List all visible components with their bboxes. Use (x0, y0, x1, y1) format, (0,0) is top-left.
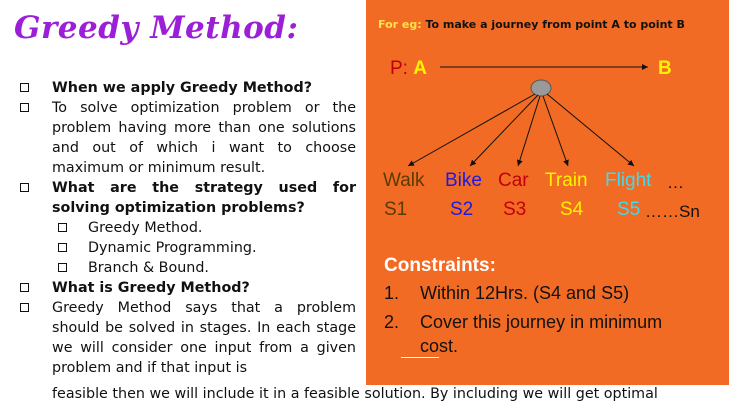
bullet-text: Dynamic Programming. (88, 240, 257, 256)
train-arrow (543, 96, 568, 166)
car-arrow (518, 96, 540, 166)
constraint-item (384, 283, 629, 304)
solution-s4: S4 (560, 199, 584, 220)
constraint-continuation: cost. (420, 336, 459, 356)
example-text: To make a journey from point A to point B (421, 18, 685, 31)
mode-bike: Bike (445, 170, 482, 191)
solutions-tail: ……Sn (645, 202, 700, 221)
solution-s3: S3 (503, 199, 527, 220)
constraint-number: 1. (384, 283, 400, 303)
solution-s2: S2 (450, 199, 474, 220)
mode-flight: Flight (605, 170, 652, 191)
walk-arrow (408, 94, 535, 166)
bullet-text: To solve optimization problem or the problem having more than one solutions and out of which i want to choose maximum or minimum result. (52, 100, 356, 176)
constraint-number: 2. (384, 312, 400, 332)
bike-arrow (470, 95, 538, 166)
point-b: B (658, 58, 672, 79)
bullet-text: Greedy Method. (88, 220, 203, 236)
mode-walk: Walk (383, 170, 425, 191)
constraint-text: Cover this journey in minimum (420, 312, 663, 332)
constraints-title: Constraints: (384, 255, 496, 276)
flight-arrow (547, 94, 634, 166)
solution-s5: S5 (617, 199, 641, 220)
bullet-text: Greedy Method says that a problem should be solved in stages. In each stage we will consider one input from a given problem and if that input is (52, 300, 356, 376)
bottom-line: feasible then we will include it in a feasible solution. By including we will get optimal (52, 386, 658, 402)
hub-node (531, 80, 551, 96)
mode-train: Train (545, 170, 588, 191)
constraint-item (384, 312, 662, 333)
underline-mark (401, 357, 439, 358)
mode-car: Car (498, 170, 529, 191)
point-a: A (413, 58, 427, 79)
bullet-text: What is Greedy Method? (52, 280, 250, 296)
bullet-text: Branch & Bound. (88, 260, 209, 276)
slide-title: Greedy Method: (14, 10, 299, 46)
bullet-text: When we apply Greedy Method? (52, 80, 312, 96)
constraint-text: Within 12Hrs. (S4 and S5) (420, 283, 630, 303)
example-prefix: For eg: (378, 18, 422, 31)
solution-s1: S1 (384, 199, 408, 220)
point-a-label (390, 58, 427, 80)
modes-ellipsis: … (667, 173, 684, 192)
problem-label: P: (390, 58, 408, 79)
bullet-text: What are the strategy used for solving optimization problems? (52, 180, 356, 216)
